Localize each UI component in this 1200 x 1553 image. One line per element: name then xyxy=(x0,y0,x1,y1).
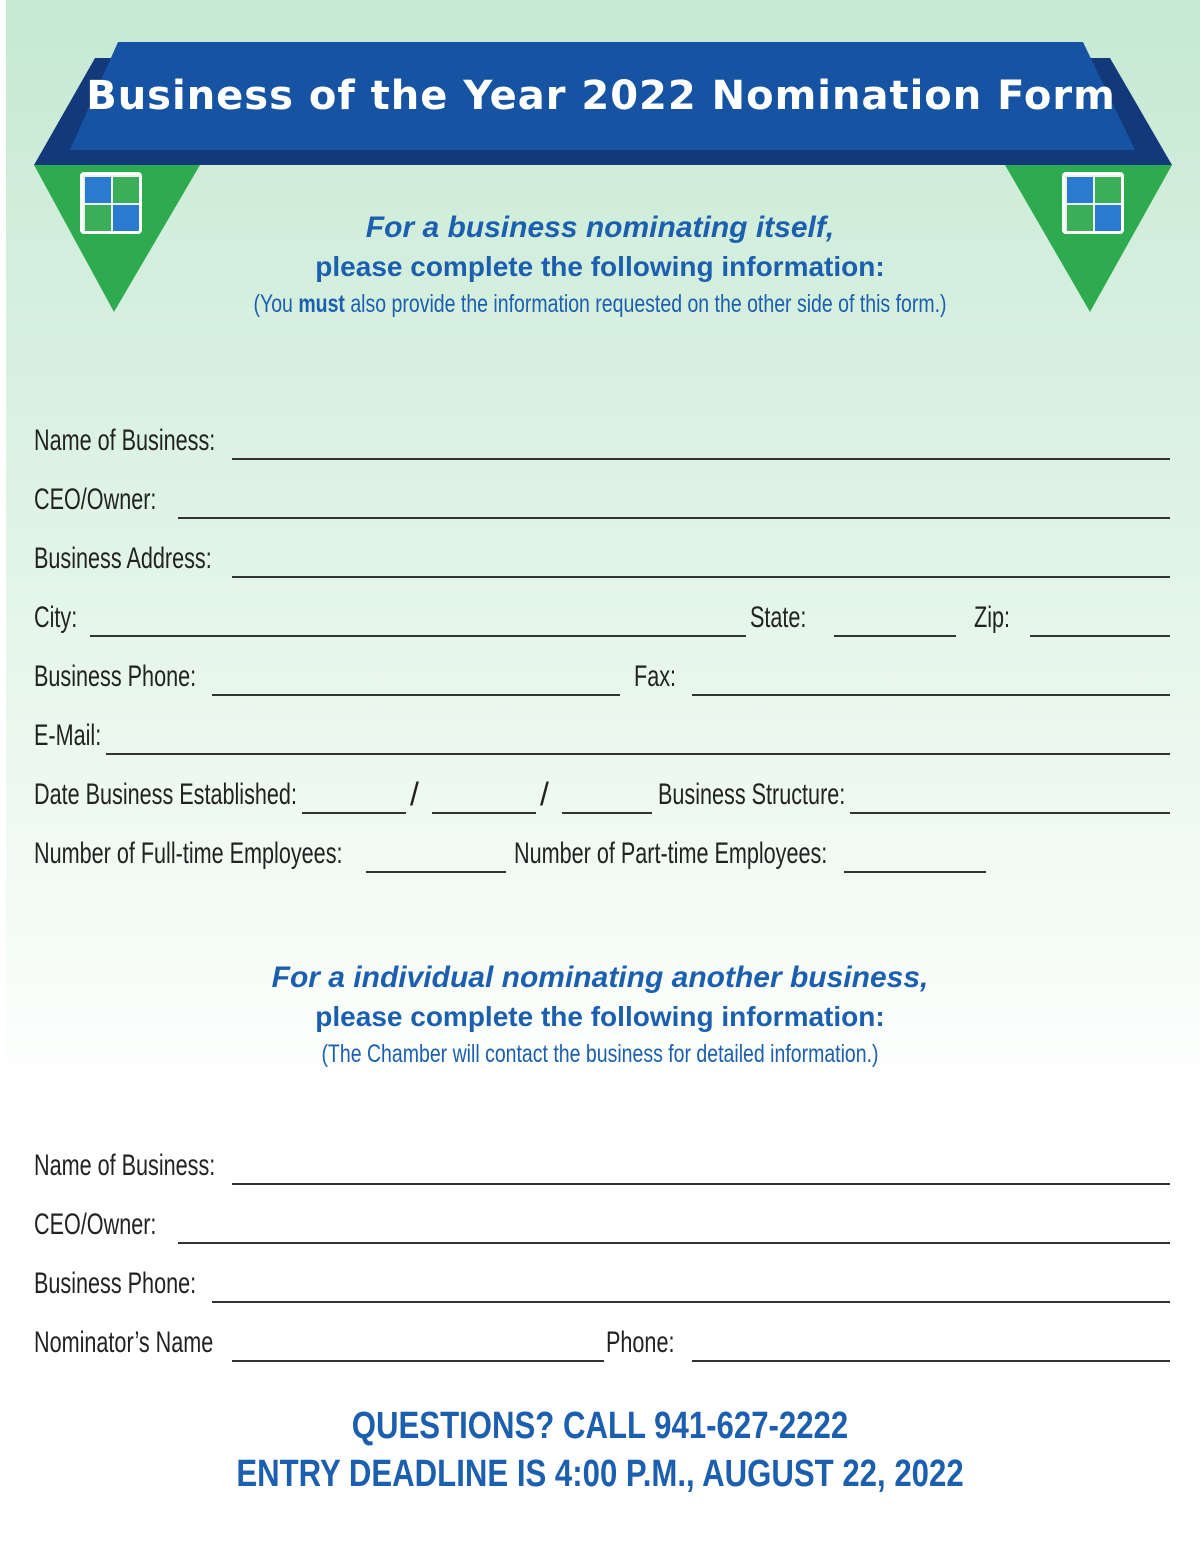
nominator-field[interactable] xyxy=(232,1360,604,1362)
other-business-name-field[interactable] xyxy=(232,1183,1170,1185)
part-time-label: Number of Part-time Employees: xyxy=(514,837,828,870)
row-city-state-zip xyxy=(34,595,1170,639)
nominator-phone-label: Phone: xyxy=(606,1326,675,1359)
deadline-line: ENTRY DEADLINE IS 4:00 P.M., AUGUST 22, 2022 xyxy=(236,1453,964,1495)
date-separator: / xyxy=(540,776,549,812)
date-established-label: Date Business Established: xyxy=(34,778,297,811)
email-field[interactable] xyxy=(106,753,1170,755)
row-other-ceo-owner xyxy=(34,1202,1170,1246)
row-business-name xyxy=(34,418,1170,462)
self-heading-note xyxy=(132,286,1068,322)
row-email xyxy=(34,713,1170,757)
questions-line: QUESTIONS? CALL 941-627-2222 xyxy=(351,1405,849,1447)
row-other-phone xyxy=(34,1261,1170,1305)
city-field[interactable] xyxy=(90,635,746,637)
ceo-owner-field[interactable] xyxy=(178,517,1170,519)
address-label: Business Address: xyxy=(34,542,212,575)
self-heading-line1: For a business nominating itself, xyxy=(365,211,835,244)
nominator-phone-field[interactable] xyxy=(692,1360,1170,1362)
row-address xyxy=(34,536,1170,580)
other-phone-field[interactable] xyxy=(212,1301,1170,1303)
business-name-label: Name of Business: xyxy=(34,424,216,457)
other-heading-line1: For a individual nominating another business, xyxy=(271,961,929,994)
address-field[interactable] xyxy=(232,576,1170,578)
email-label: E-Mail: xyxy=(34,719,102,752)
zip-label: Zip: xyxy=(974,601,1011,634)
note-suffix: also provide the information requested on the other side of this form.) xyxy=(344,290,947,318)
note-prefix: (You xyxy=(253,290,299,318)
row-nominator xyxy=(34,1320,1170,1364)
full-time-field[interactable] xyxy=(366,871,506,873)
other-heading-line2: please complete the following information: xyxy=(315,1001,885,1032)
row-date-structure xyxy=(34,772,1170,816)
row-ceo-owner xyxy=(34,477,1170,521)
fax-label: Fax: xyxy=(634,660,677,693)
form-title: Business of the Year 2022 Nomination Form xyxy=(86,73,1116,119)
self-nomination-heading xyxy=(0,208,1200,322)
self-heading-line2: please complete the following information: xyxy=(315,251,885,282)
other-ceo-owner-field[interactable] xyxy=(178,1242,1170,1244)
note-must: must xyxy=(298,290,345,318)
row-phone-fax xyxy=(34,654,1170,698)
other-ceo-owner-label: CEO/Owner: xyxy=(34,1208,157,1241)
full-time-label: Number of Full-time Employees: xyxy=(34,837,343,870)
ceo-owner-label: CEO/Owner: xyxy=(34,483,157,516)
row-other-business-name xyxy=(34,1143,1170,1187)
zip-field[interactable] xyxy=(1030,635,1170,637)
other-phone-label: Business Phone: xyxy=(34,1267,197,1300)
state-label: State: xyxy=(750,601,807,634)
date-year-field[interactable] xyxy=(562,812,652,814)
other-business-name-label: Name of Business: xyxy=(34,1149,216,1182)
date-month-field[interactable] xyxy=(302,812,406,814)
state-field[interactable] xyxy=(834,635,956,637)
city-label: City: xyxy=(34,601,78,634)
phone-field[interactable] xyxy=(212,694,620,696)
structure-field[interactable] xyxy=(850,812,1170,814)
other-nomination-heading xyxy=(0,958,1200,1072)
footer xyxy=(0,1402,1200,1498)
date-day-field[interactable] xyxy=(432,812,536,814)
date-separator: / xyxy=(410,776,419,812)
structure-label: Business Structure: xyxy=(658,778,846,811)
part-time-field[interactable] xyxy=(844,871,986,873)
nominator-label: Nominator’s Name xyxy=(34,1326,214,1359)
fax-field[interactable] xyxy=(692,694,1170,696)
business-name-field[interactable] xyxy=(232,458,1170,460)
phone-label: Business Phone: xyxy=(34,660,197,693)
other-heading-note: (The Chamber will contact the business for detailed information.) xyxy=(321,1040,879,1068)
row-employees xyxy=(34,831,1170,875)
